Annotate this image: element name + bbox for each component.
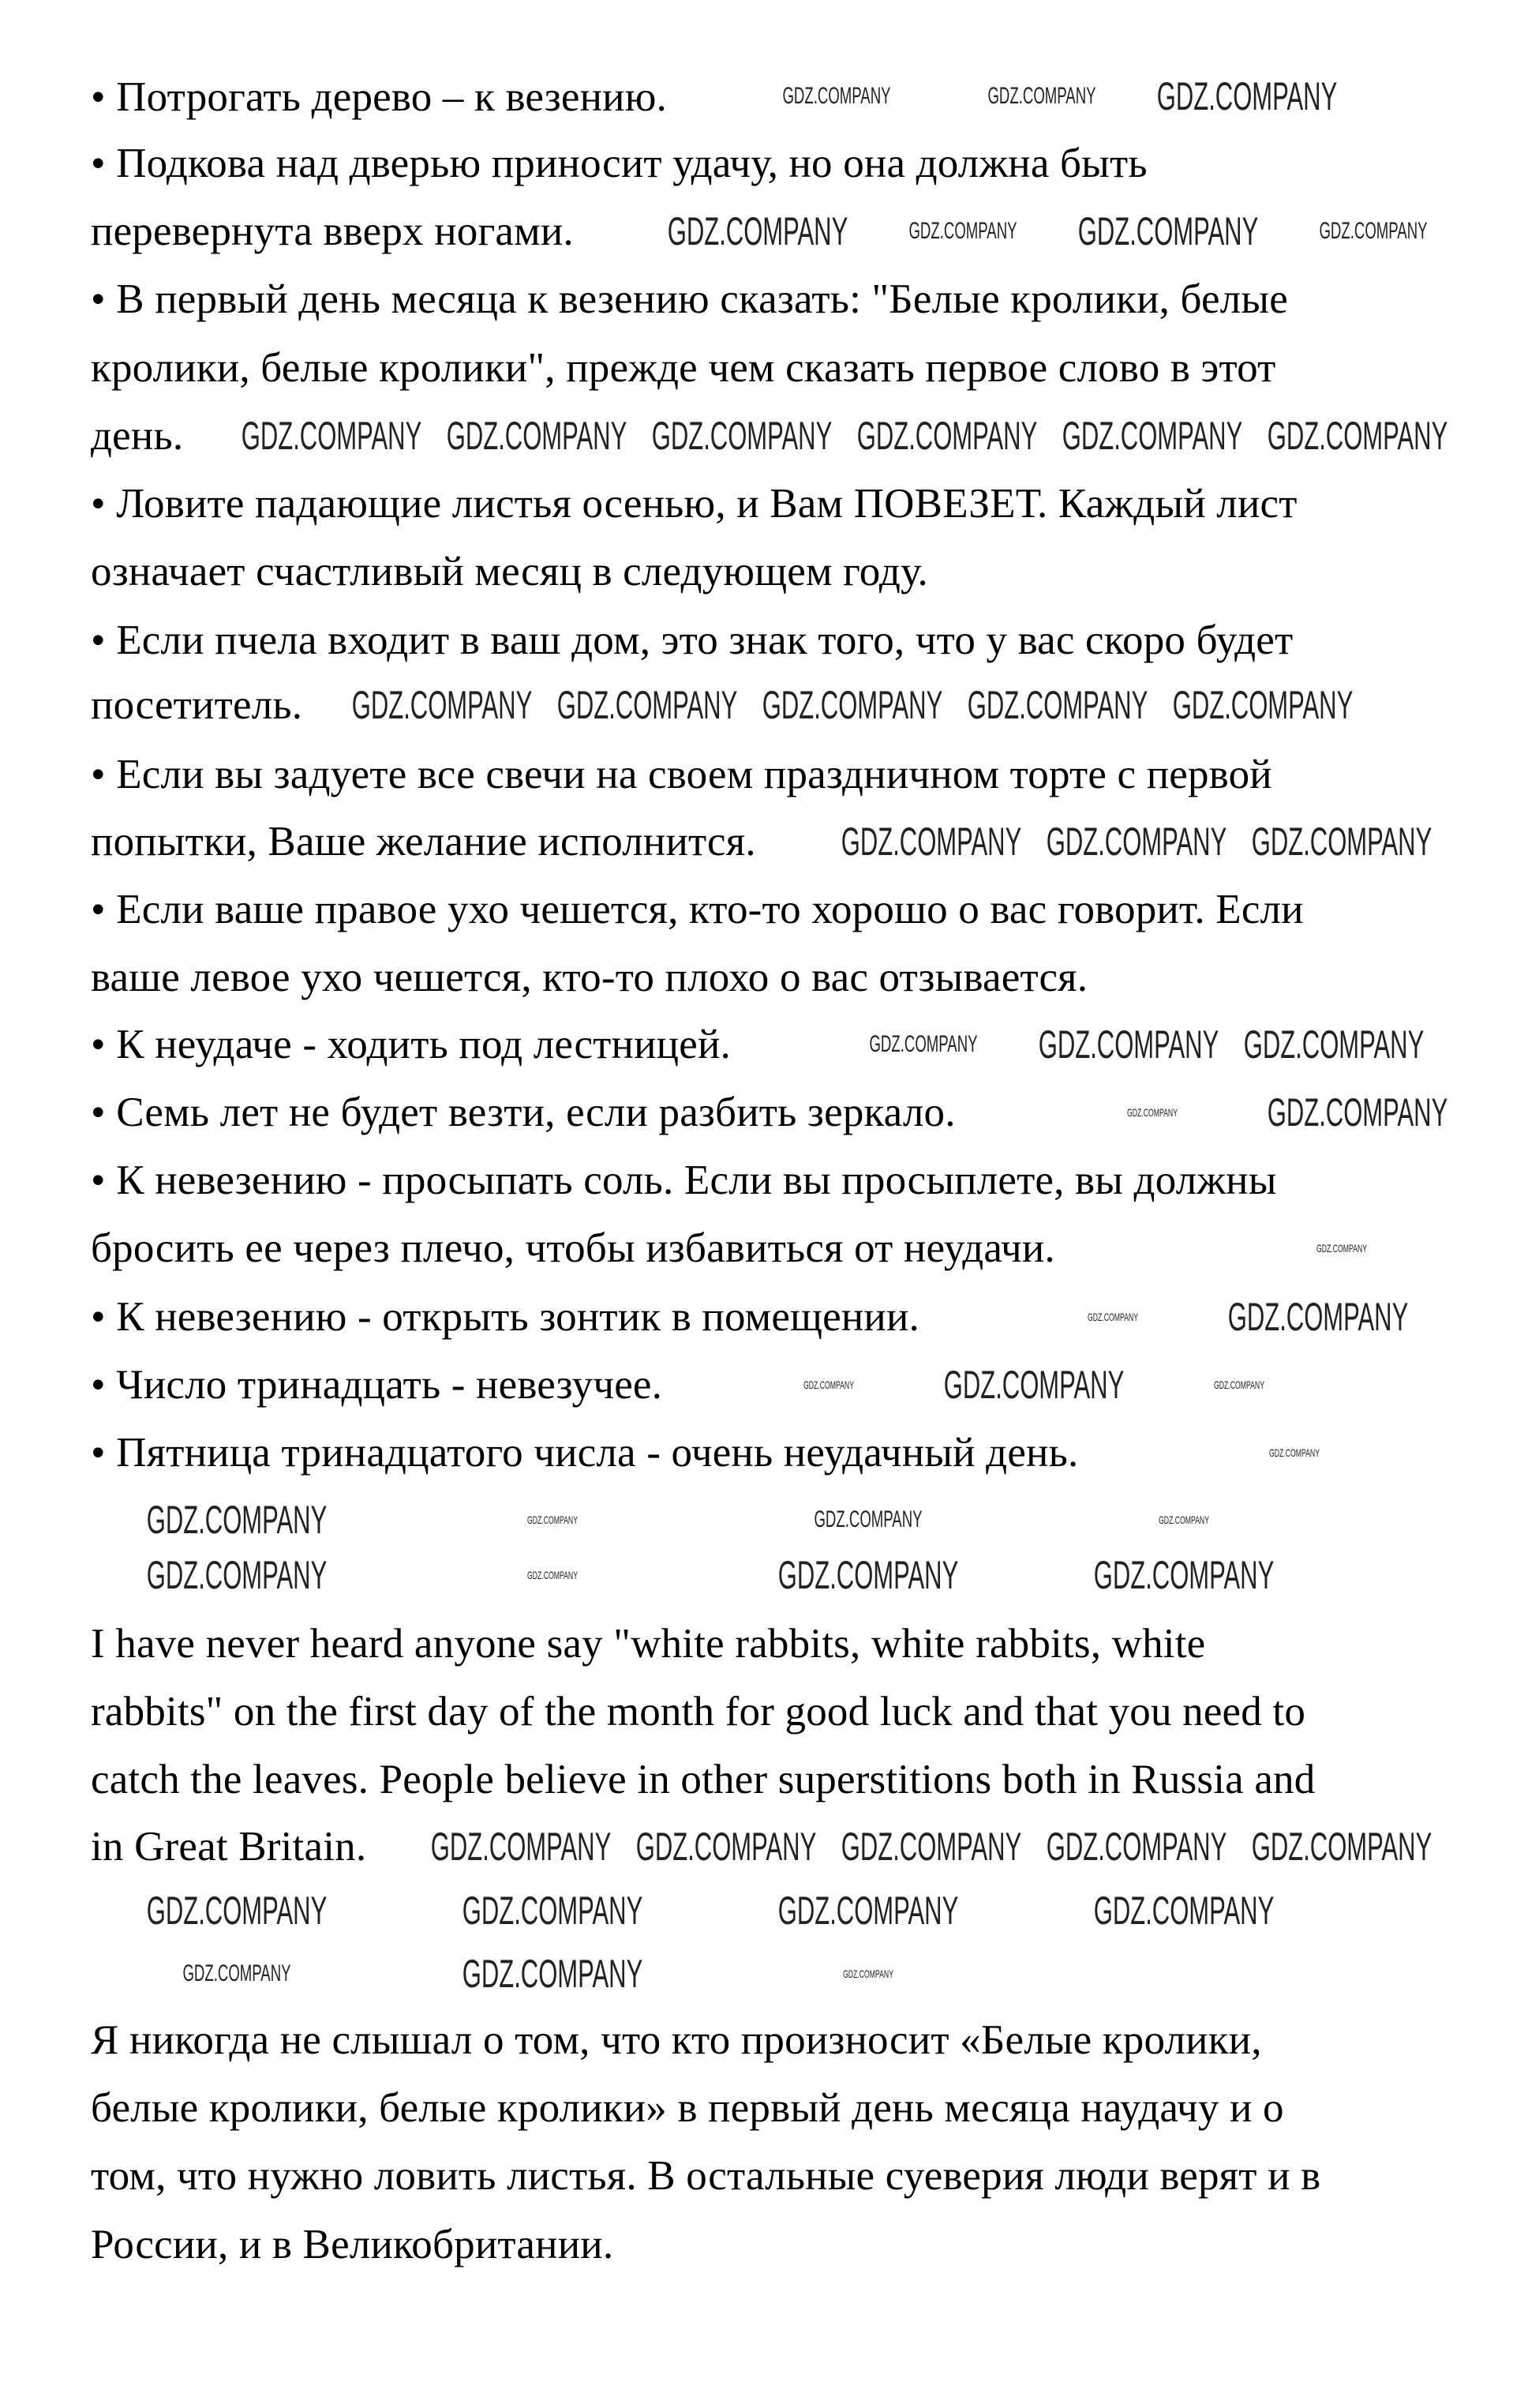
superstition-line: посетитель. xyxy=(91,682,303,729)
watermark: GDZ.COMPANY xyxy=(777,1889,959,1933)
russian-paragraph-line: том, что нужно ловить листья. В остальные суеверия люди верят и в xyxy=(91,2153,1321,2200)
watermark: GDZ.COMPANY xyxy=(1227,1295,1409,1339)
watermark: GDZ.COMPANY xyxy=(1046,1825,1227,1869)
superstition-line: • Если ваше правое ухо чешется, кто-то хорошо о вас говорит. Если xyxy=(91,886,1304,932)
superstition-line: • Семь лет не будет везти, если разбить зеркало. xyxy=(91,1089,956,1135)
watermark: GDZ.COMPANY xyxy=(667,209,848,253)
watermark: GDZ.COMPANY xyxy=(943,1363,1125,1407)
watermark: GDZ.COMPANY xyxy=(1172,683,1354,727)
english-paragraph-line: in Great Britain. xyxy=(91,1823,367,1870)
watermark: GDZ.COMPANY xyxy=(1159,1513,1209,1526)
watermark: GDZ.COMPANY xyxy=(1093,1553,1275,1597)
superstition-line: попытки, Ваше желание исполнится. xyxy=(91,818,756,865)
superstition-line: • В первый день месяца к везению сказать: "Белые кролики, белые xyxy=(91,276,1288,323)
superstition-line: означает счастливый месяц в следующем году. xyxy=(91,549,928,595)
watermark: GDZ.COMPANY xyxy=(803,1378,854,1391)
watermark: GDZ.COMPANY xyxy=(782,83,891,109)
superstition-line: бросить ее через плечо, чтобы избавиться от неудачи. xyxy=(91,1225,1055,1272)
watermark: GDZ.COMPANY xyxy=(1316,1242,1367,1255)
watermark: GDZ.COMPANY xyxy=(1038,1022,1219,1067)
watermark: GDZ.COMPANY xyxy=(856,414,1038,458)
russian-paragraph-line: Я никогда не слышал о том, что кто произносит «Белые кролики, xyxy=(91,2016,1262,2063)
watermark: GDZ.COMPANY xyxy=(241,414,422,458)
watermark: GDZ.COMPANY xyxy=(908,218,1017,244)
watermark: GDZ.COMPANY xyxy=(1251,820,1432,864)
watermark: GDZ.COMPANY xyxy=(814,1506,923,1532)
watermark: GDZ.COMPANY xyxy=(351,683,533,727)
watermark: GDZ.COMPANY xyxy=(777,1553,959,1597)
watermark: GDZ.COMPANY xyxy=(762,683,943,727)
watermark: GDZ.COMPANY xyxy=(527,1513,578,1526)
superstition-line: • Пятница тринадцатого числа - очень неудачный день. xyxy=(91,1430,1079,1476)
watermark: GDZ.COMPANY xyxy=(1093,1889,1275,1933)
watermark: GDZ.COMPANY xyxy=(1156,74,1338,118)
russian-paragraph-line: белые кролики, белые кролики» в первый день месяца наудачу и о xyxy=(91,2085,1284,2132)
watermark: GDZ.COMPANY xyxy=(869,1031,978,1057)
superstition-line: перевернута вверх ногами. xyxy=(91,208,574,255)
english-paragraph-line: I have never heard anyone say "white rabbits, white rabbits, white xyxy=(91,1620,1206,1667)
superstition-line: • К неудаче - ходить под лестницей. xyxy=(91,1021,731,1067)
watermark: GDZ.COMPANY xyxy=(1267,414,1448,458)
watermark: GDZ.COMPANY xyxy=(182,1960,291,1986)
watermark: GDZ.COMPANY xyxy=(462,1889,643,1933)
watermark: GDZ.COMPANY xyxy=(146,1553,328,1597)
watermark: GDZ.COMPANY xyxy=(556,683,738,727)
russian-paragraph-line: России, и в Великобритании. xyxy=(91,2221,614,2267)
superstition-line: день. xyxy=(91,412,184,459)
superstition-line: • К невезению - просыпать соль. Если вы просыплете, вы должны xyxy=(91,1157,1277,1204)
watermark: GDZ.COMPANY xyxy=(987,83,1096,109)
watermark: GDZ.COMPANY xyxy=(967,683,1148,727)
english-paragraph-line: catch the leaves. People believe in other superstitions both in Russia and xyxy=(91,1757,1316,1803)
watermark: GDZ.COMPANY xyxy=(1251,1825,1432,1869)
watermark: GDZ.COMPANY xyxy=(1088,1311,1138,1323)
watermark: GDZ.COMPANY xyxy=(146,1498,328,1542)
superstition-line: • Ловите падающие листья осенью, и Вам ПОВЕЗЕТ. Каждый лист xyxy=(91,481,1298,527)
watermark: GDZ.COMPANY xyxy=(1267,1090,1448,1135)
watermark: GDZ.COMPANY xyxy=(635,1825,817,1869)
superstition-line: • Если пчела входит в ваш дом, это знак того, что у вас скоро будет xyxy=(91,617,1294,663)
watermark: GDZ.COMPANY xyxy=(843,1967,893,1980)
watermark: GDZ.COMPANY xyxy=(1243,1022,1425,1067)
english-paragraph-line: rabbits" on the first day of the month for good luck and that you need to xyxy=(91,1688,1306,1735)
watermark: GDZ.COMPANY xyxy=(1214,1378,1264,1391)
superstition-line: • Подкова над дверью приносит удачу, но она должна быть xyxy=(91,140,1148,186)
watermark: GDZ.COMPANY xyxy=(1269,1446,1320,1459)
watermark: GDZ.COMPANY xyxy=(527,1569,578,1581)
watermark: GDZ.COMPANY xyxy=(430,1825,612,1869)
superstition-line: • Потрогать дерево – к везению. xyxy=(91,73,667,120)
watermark: GDZ.COMPANY xyxy=(1319,218,1428,244)
watermark: GDZ.COMPANY xyxy=(1077,209,1259,253)
watermark: GDZ.COMPANY xyxy=(841,820,1022,864)
watermark: GDZ.COMPANY xyxy=(462,1952,643,1996)
superstition-line: кролики, белые кролики", прежде чем сказать первое слово в этот xyxy=(91,344,1276,391)
watermark: GDZ.COMPANY xyxy=(841,1825,1022,1869)
watermark: GDZ.COMPANY xyxy=(1062,414,1243,458)
superstition-line: • Число тринадцать - невезучее. xyxy=(91,1361,663,1408)
watermark: GDZ.COMPANY xyxy=(446,414,627,458)
superstition-line: • Если вы задуете все свечи на своем праздничном торте с первой xyxy=(91,752,1272,798)
watermark: GDZ.COMPANY xyxy=(1046,820,1227,864)
superstition-line: • К невезению - открыть зонтик в помещении. xyxy=(91,1293,919,1340)
watermark: GDZ.COMPANY xyxy=(651,414,833,458)
superstition-line: ваше левое ухо чешется, кто-то плохо о вас отзывается. xyxy=(91,955,1088,1001)
watermark: GDZ.COMPANY xyxy=(146,1889,328,1933)
watermark: GDZ.COMPANY xyxy=(1127,1106,1178,1119)
